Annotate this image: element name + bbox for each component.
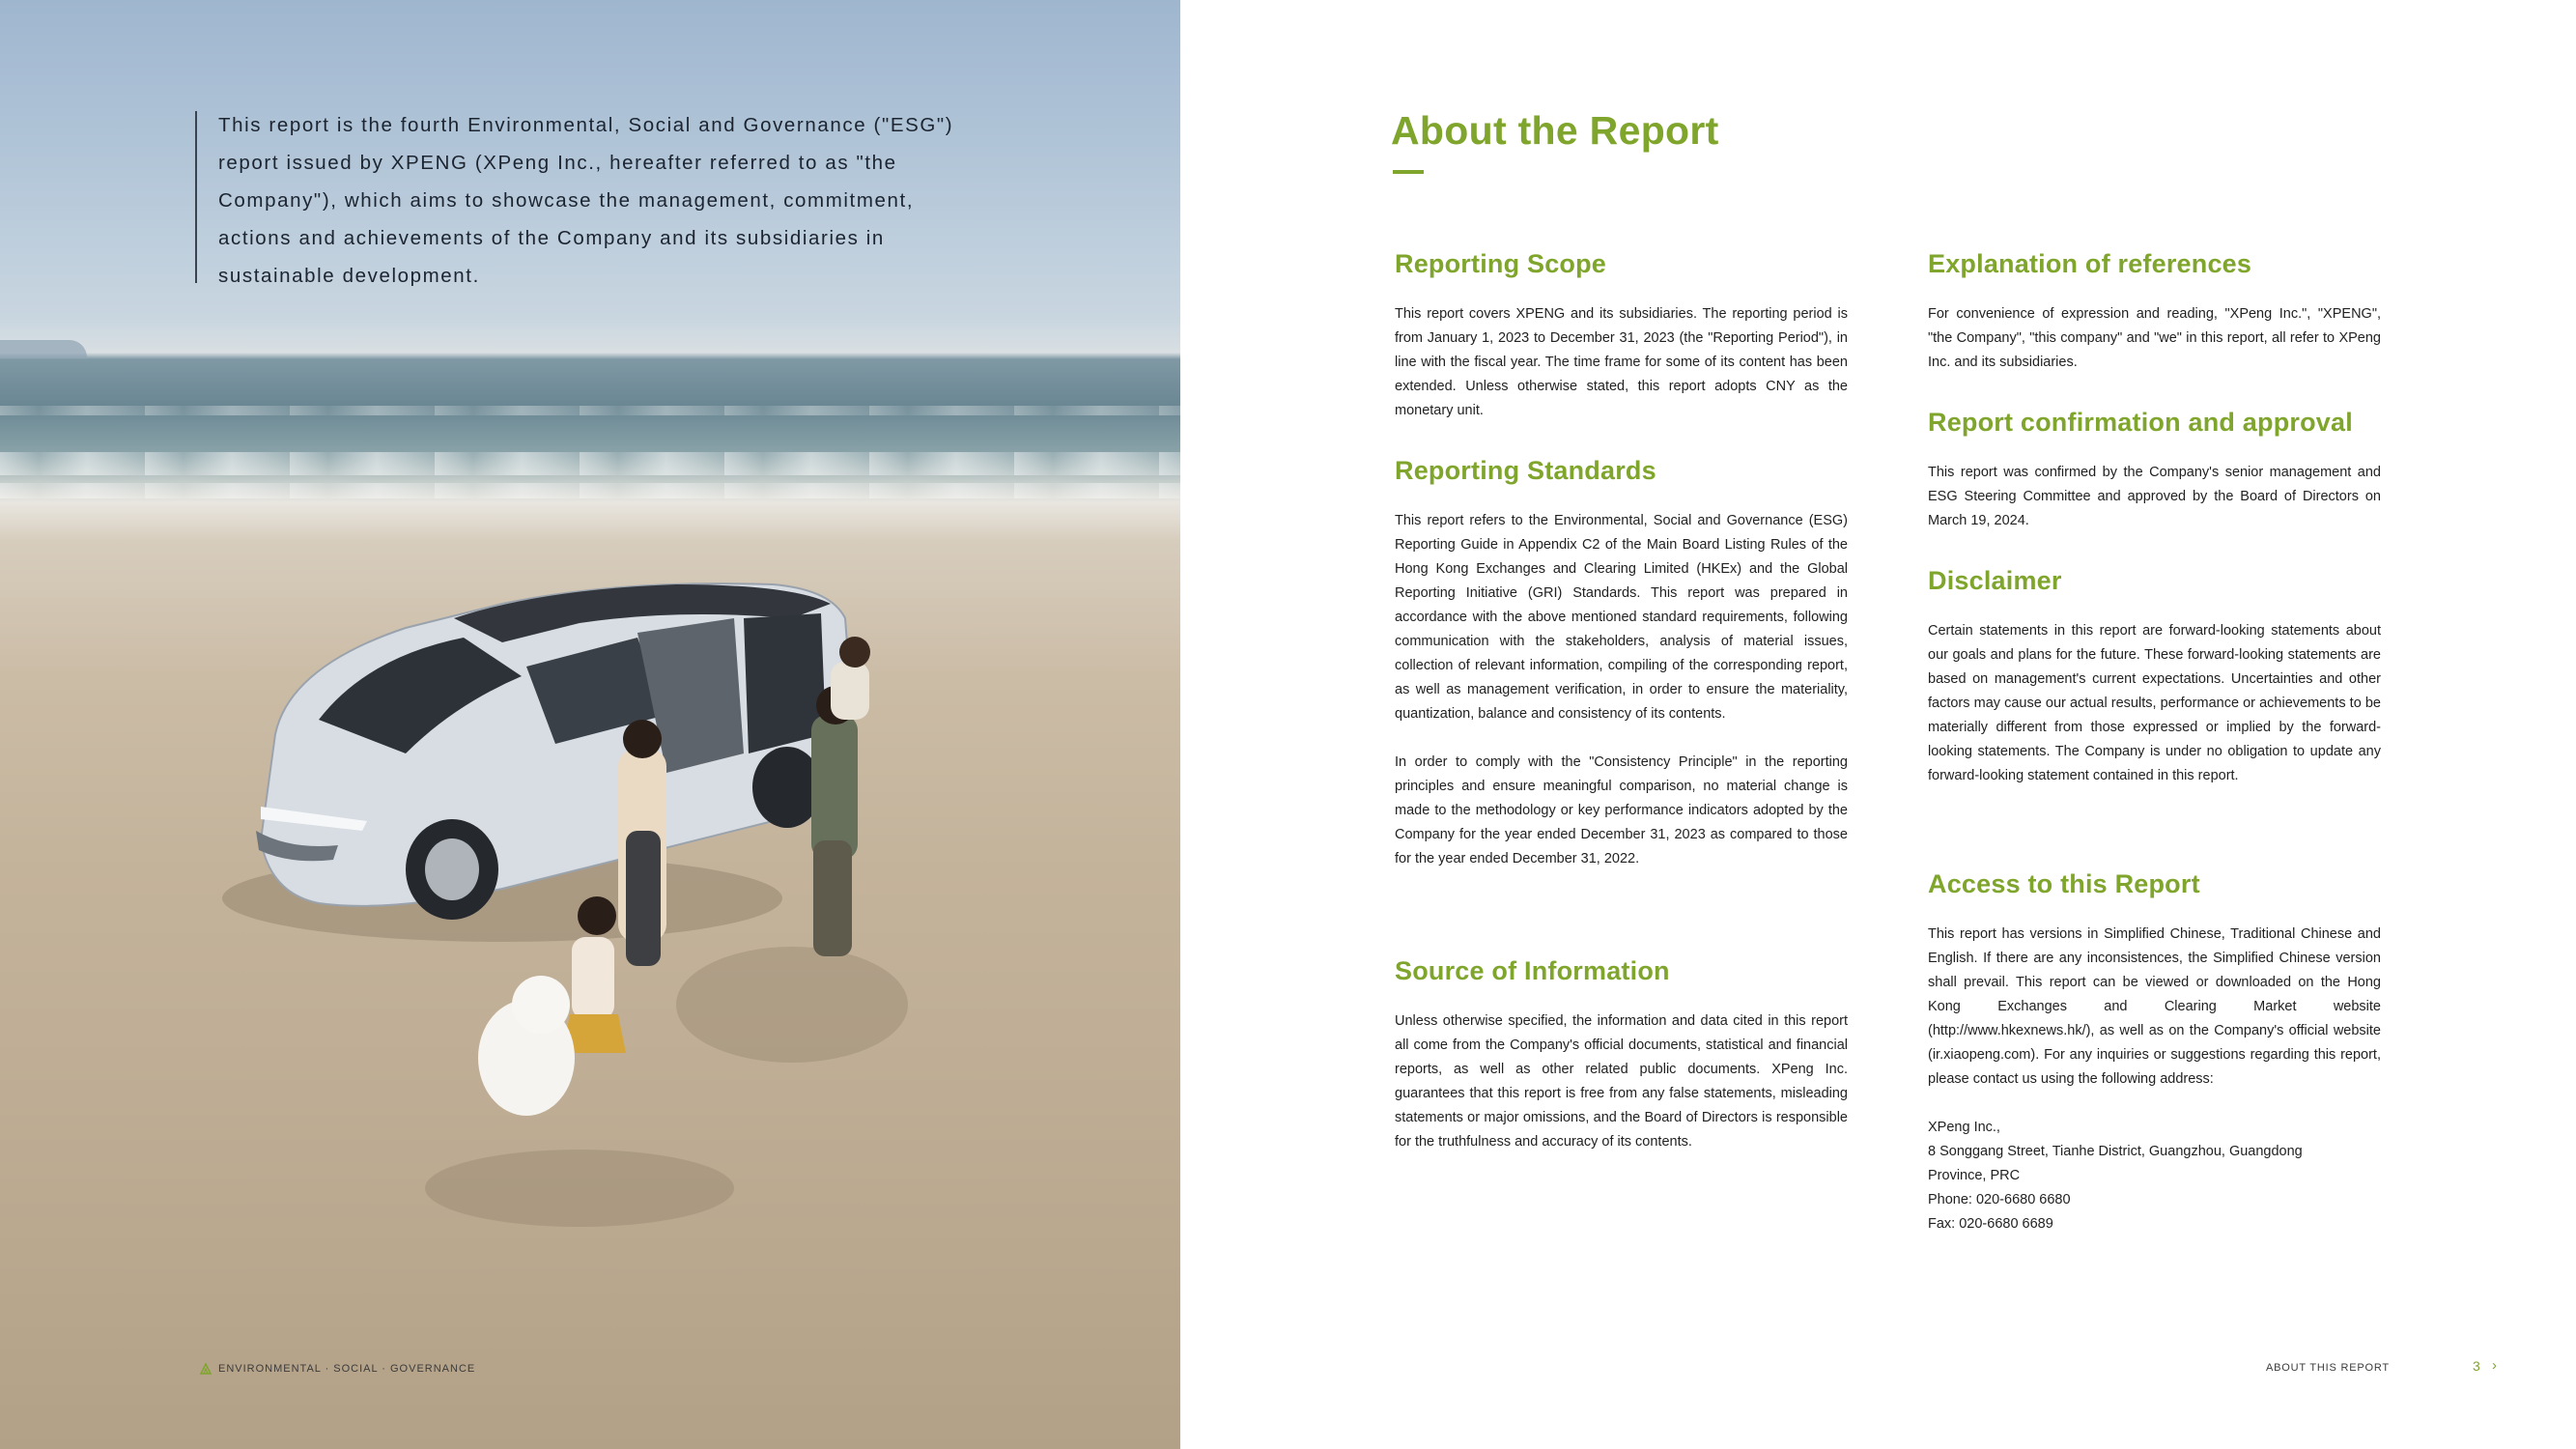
intro-statement: This report is the fourth Environmental, Social and Governance ("ESG") report issued by XPENG (XPeng Inc., hereafter referred to as "the Company"), which aims to showcase the management, commitment, actions and achievements of the Company and its subsidiaries in sustainable development.: [218, 114, 954, 287]
cover-photo: [0, 0, 1180, 1449]
section-body: Unless otherwise specified, the information and data cited in this report all come from the Company's official documents, statistical and financial reports, as well as other related public documents. XPeng Inc. guarantees that this report is free from any false statements, misleading statements or major omissions, and the Board of Directors is responsible for the truthfulness and accuracy of its contents.: [1395, 1013, 1848, 1150]
section-heading: Reporting Standards: [1395, 456, 1656, 485]
section-heading: Reporting Scope: [1395, 249, 1607, 278]
page-number: 3: [2473, 1358, 2480, 1374]
section-heading: Source of Information: [1395, 956, 1670, 985]
esg-footer: [199, 1362, 475, 1376]
section-heading: Disclaimer: [1928, 566, 2062, 595]
leaf-icon: [199, 1362, 212, 1376]
section-explanation-of-references: [1928, 249, 2381, 375]
section-body: Certain statements in this report are forward-looking statements about our goals and plans for the future. These forward-looking statements are based on management's current expectations. Uncertainties and other factors may cause our actual results, performance or achievements to be materially different from those expressed or implied by the forward-looking statements. The Company is under no obligation to update any forward-looking statement contained in this report.: [1928, 623, 2381, 783]
section-reporting-standards: [1395, 456, 1848, 871]
address-company: XPeng Inc.,: [1928, 1120, 2000, 1135]
address-street: 8 Songgang Street, Tianhe District, Guangzhou, Guangdong: [1928, 1144, 2303, 1159]
section-body: This report was confirmed by the Company's senior management and ESG Steering Committee and approved by the Board of Directors on March 19, 2024.: [1928, 465, 2381, 528]
title-underline: [1393, 170, 1424, 174]
section-heading: Access to this Report: [1928, 869, 2200, 898]
chevron-right-icon[interactable]: ›: [2492, 1357, 2497, 1374]
page-title: About the Report: [1391, 108, 1719, 153]
running-footer-label: ABOUT THIS REPORT: [2266, 1362, 2390, 1374]
section-body: For convenience of expression and reading, "XPeng Inc.", "XPENG", "the Company", "this company" and "we" in this report, all refer to XPeng Inc. and its subsidiaries.: [1928, 306, 2381, 370]
address-phone: Phone: 020-6680 6680: [1928, 1192, 2071, 1208]
section-body: This report covers XPENG and its subsidiaries. The reporting period is from January 1, 2023 to December 31, 2023 (the "Reporting Period"), in line with the fiscal year. The time frame for some of its content has been extended. Unless otherwise stated, this report adopts CNY as the monetary unit.: [1395, 306, 1848, 418]
section-report-confirmation: [1928, 408, 2381, 533]
section-access-to-report: [1928, 869, 2381, 1236]
section-body: This report refers to the Environmental, Social and Governance (ESG) Reporting Guide in Appendix C2 of the Main Board Listing Rules of the Hong Kong Exchanges and Clearing Limited (HKEx) and the Global Reporting Initiative (GRI) Standards. This report was prepared in accordance with the above mentioned standard requirements, following communication with the stakeholders, analysis of material issues, collection of relevant information, compiling of the corresponding report, as well as management verification, in order to ensure the materiality, quantization, balance and consistency of its contents.: [1395, 513, 1848, 722]
esg-footer-label: ENVIRONMENTAL · SOCIAL · GOVERNANCE: [218, 1363, 476, 1375]
contact-address: [1928, 1116, 2381, 1236]
section-heading: Explanation of references: [1928, 249, 2252, 278]
section-reporting-scope: [1395, 249, 1848, 423]
section-body: In order to comply with the "Consistency Principle" in the reporting principles and ensure meaningful comparison, no material change is made to the methodology or key performance indicators adopted by the Company for the year ended December 31, 2023 as compared to those for the year ended December 31, 2022.: [1395, 754, 1848, 867]
address-province: Province, PRC: [1928, 1168, 2021, 1183]
intro-quote-rule: [195, 111, 197, 283]
section-source-of-information: [1395, 956, 1848, 1154]
address-fax: Fax: 020-6680 6689: [1928, 1216, 2053, 1232]
section-heading: Report confirmation and approval: [1928, 408, 2353, 437]
section-disclaimer: [1928, 566, 2381, 788]
section-body: This report has versions in Simplified Chinese, Traditional Chinese and English. If there are any inconsistences, the Simplified Chinese version shall prevail. This report can be viewed or downloaded on the Hong Kong Exchanges and Clearing Market website (http://www.hkexnews.hk/), as well as on the Company's official website (ir.xiaopeng.com). For any inquiries or suggestions regarding this report, please contact us using the following address:: [1928, 926, 2381, 1087]
